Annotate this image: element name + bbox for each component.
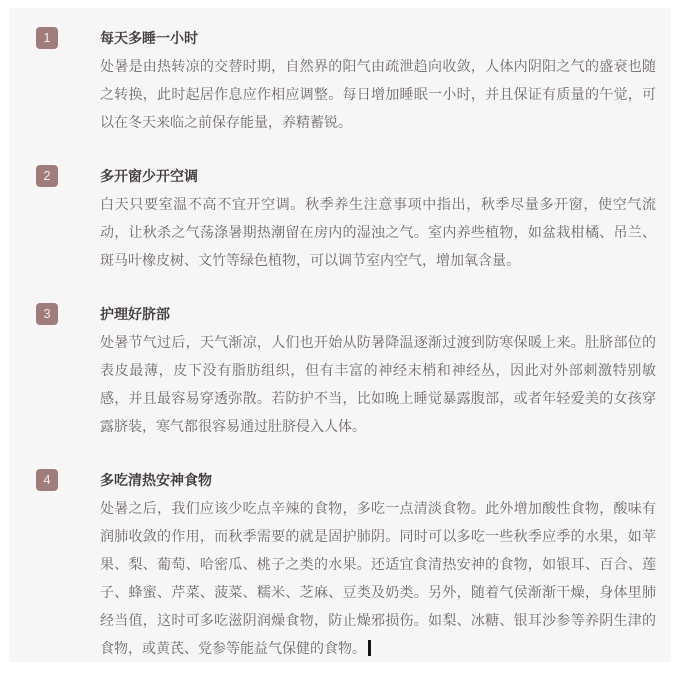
section-body: [100, 328, 656, 440]
list-item: [36, 466, 657, 662]
list-item: [36, 24, 657, 136]
section-content: [100, 466, 656, 662]
list-item: [36, 300, 657, 440]
section-content: [100, 24, 656, 136]
section-title: 多吃清热安神食物: [100, 472, 212, 488]
section-content: [100, 300, 656, 440]
section-body-text: 处暑是由热转凉的交替时期，自然界的阳气由疏泄趋向收敛，人体内阴阳之气的盛衰也随之转换，此时起居作息应作相应调整。每日增加睡眠一小时，并且保证有质量的午觉，可以在冬天来临之前保存能量，养精蓄锐。: [100, 58, 656, 130]
section-body-text: 处暑节气过后，天气渐凉，人们也开始从防暑降温逐渐过渡到防寒保暖上来。肚脐部位的表皮最薄，皮下没有脂肪组织，但有丰富的神经末梢和神经丛，因此对外部刺激特别敏感，并且最容易穿透弥散。若防护不当，比如晚上睡觉暴露腹部，或者年轻爱美的女孩穿露脐装，寒气都很容易通过肚脐侵入人体。: [100, 334, 656, 434]
section-number-badge: 1: [36, 27, 58, 49]
section-title: 护理好脐部: [100, 306, 170, 322]
section-number-badge: 2: [36, 165, 58, 187]
text-cursor: [368, 640, 371, 656]
section-body-text: 处暑之后，我们应该少吃点辛辣的食物，多吃一点清淡食物。此外增加酸性食物，酸味有润肺收敛的作用，而秋季需要的就是固护肺阴。同时可以多吃一些秋季应季的水果，如苹果、梨、葡萄、哈密瓜、桃子之类的水果。还适宜食清热安神的食物，如银耳、百合、莲子、蜂蜜、芹菜、菠菜、糯米、芝麻、豆类及奶类。另外，随着气侯渐渐干燥，身体里肺经当值，这时可多吃滋阴润燥食物，防止燥邪损伤。如梨、冰糖、银耳沙参等养阴生津的食物，或黄芪、党参等能益气保健的食物。: [100, 500, 656, 656]
section-content: [100, 162, 656, 274]
list-item: [36, 162, 657, 274]
section-title: 多开窗少开空调: [100, 168, 198, 184]
section-body: [100, 494, 656, 662]
section-body: [100, 52, 656, 136]
section-body: [100, 190, 656, 274]
section-title: 每天多睡一小时: [100, 30, 198, 46]
section-number-badge: 3: [36, 303, 58, 325]
document-editor[interactable]: [9, 8, 671, 662]
section-number-badge: 4: [36, 469, 58, 491]
section-body-text: 白天只要室温不高不宜开空调。秋季养生注意事项中指出，秋季尽量多开窗，使空气流动，让秋杀之气荡涤暑期热潮留在房内的湿浊之气。室内养些植物，如盆栽柑橘、吊兰、斑马叶橡皮树、文竹等绿色植物，可以调节室内空气，增加氧含量。: [100, 196, 656, 268]
